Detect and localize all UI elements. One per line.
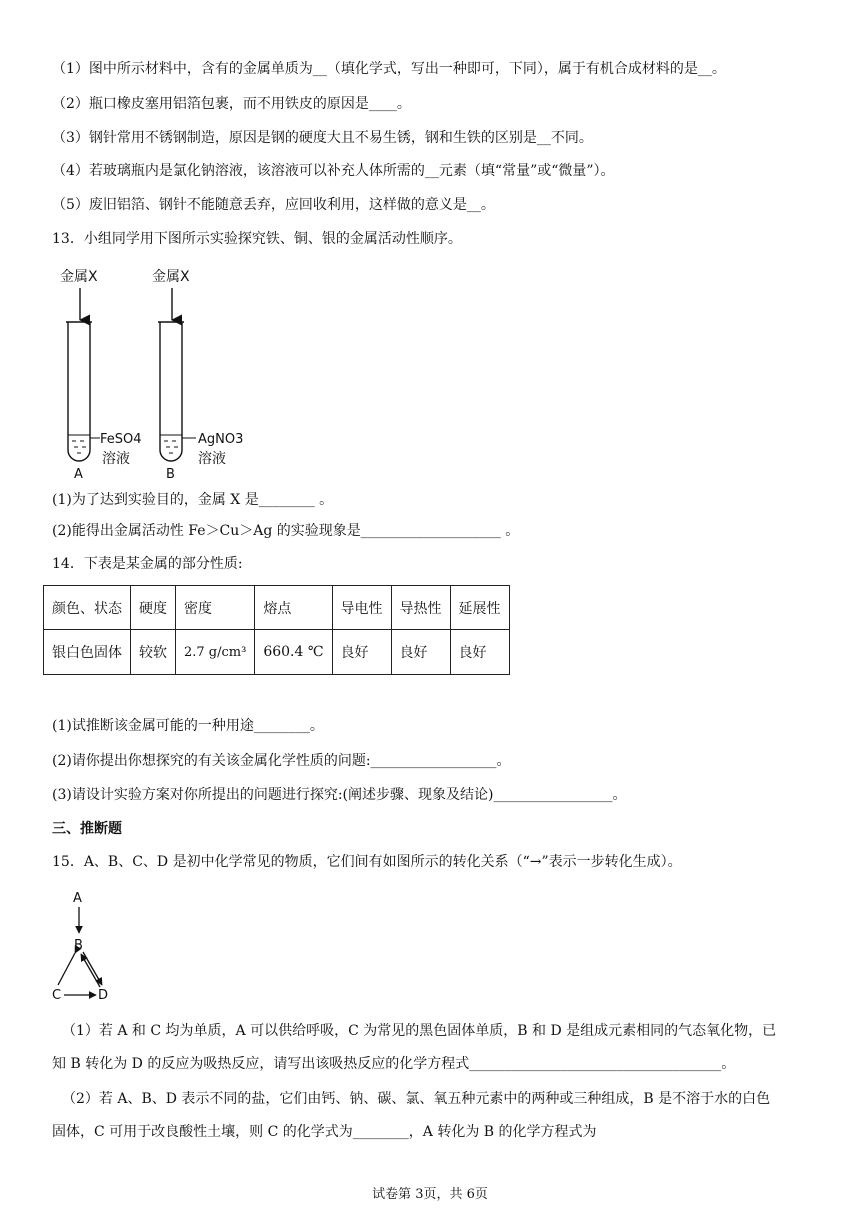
table-header-cell: 延展性 [450,586,509,630]
conversion-diagram [50,886,120,1006]
table-header-cell: 导电性 [332,586,391,630]
node-d: D [98,988,109,1003]
tube-b-label: B [166,467,175,482]
tube-b [152,269,243,482]
node-b: B [74,938,83,953]
q12-item-2: （2）瓶口橡皮塞用铝箔包裹，而不用铁皮的原因是____。 [52,96,411,112]
table-header-cell: 硬度 [131,586,176,630]
table-row [44,630,510,675]
test-tube-figure [52,260,262,482]
q14-question-2: (2)请你提出你想探究的有关该金属化学性质的问题:__________________。 [52,753,511,769]
section-heading: 三、推断题 [52,821,122,837]
q12-item-5: （5）废旧铝箔、钢针不能随意丢弃，应回收利用，这样做的意义是__。 [52,197,495,213]
node-c: C [52,988,62,1003]
q12-item-3: （3）钢针常用不锈钢制造，原因是钢的硬度大且不易生锈，钢和生铁的区别是__不同。 [52,130,593,146]
tube-a [60,269,142,482]
tube-a-label: A [74,467,83,482]
table-cell: 2.7 g/cm³ [176,630,255,675]
metal-properties-table [43,585,510,675]
tube-b-reagent: 金属X [152,269,190,285]
q15-part1-line2: 知 B 转化为 D 的反应为吸热反应，请写出该吸热反应的化学方程式____________________________________。 [52,1056,736,1072]
q15-part2-line2: 固体，C 可用于改良酸性土壤，则 C 的化学式为________，A 转化为 B 的化学方程式为 [52,1124,597,1140]
table-cell: 银白色固体 [44,630,131,675]
q15-part2-line1: （2）若 A、B、D 表示不同的盐，它们由钙、钠、碳、氯、氧五种元素中的两种或三种组成，B 是不溶于水的白色 [62,1091,771,1107]
tube-a-solution: FeSO4 [100,432,142,447]
table-cell: 良好 [450,630,509,675]
table-cell: 良好 [332,630,391,675]
table-header-cell: 颜色、状态 [44,586,131,630]
node-a: A [73,891,82,906]
table-header-cell: 密度 [176,586,255,630]
q13-question-1: (1)为了达到实验目的，金属 X 是________ 。 [52,492,334,508]
table-cell: 较软 [131,630,176,675]
table-cell: 660.4 ℃ [255,630,332,675]
q13-stem: 13．小组同学用下图所示实验探究铁、铜、银的金属活动性顺序。 [52,231,462,247]
tube-b-solution: AgNO3 [198,432,244,447]
tube-b-solution-word: 溶液 [198,451,226,467]
q13-question-2: (2)能得出金属活动性 Fe＞Cu＞Ag 的实验现象是____________________ 。 [52,523,520,539]
q15-part1-line1: （1）若 A 和 C 均为单质，A 可以供给呼吸，C 为常见的黑色固体单质，B 和 D 是组成元素相同的气态氧化物，已 [62,1023,777,1039]
tube-a-glass [68,322,90,461]
table-header-cell: 导热性 [391,586,450,630]
table-cell: 良好 [391,630,450,675]
q14-question-3: (3)请设计实验方案对你所提出的问题进行探究:(阐述步骤、现象及结论)_________________。 [52,787,627,803]
q12-item-4: （4）若玻璃瓶内是氯化钠溶液，该溶液可以补充人体所需的__元素（填“常量”或“微量”）。 [52,163,615,179]
page-footer: 试卷第 3页，共 6页 [372,1187,488,1202]
q14-question-1: (1)试推断该金属可能的一种用途________。 [52,718,324,734]
table-header-row [44,586,510,630]
q15-stem: 15．A、B、C、D 是初中化学常见的物质，它们间有如图所示的转化关系（“→”表示一步转化生成）。 [52,854,682,870]
q12-item-1: （1）图中所示材料中，含有的金属单质为__（填化学式，写出一种即可，下同），属于有机合成材料的是__。 [52,61,726,77]
tube-b-glass [160,322,182,461]
table-header-cell: 熔点 [255,586,332,630]
tube-a-solution-word: 溶液 [102,451,130,467]
q14-stem: 14．下表是某金属的部分性质: [52,556,243,572]
tube-a-reagent: 金属X [60,269,98,285]
